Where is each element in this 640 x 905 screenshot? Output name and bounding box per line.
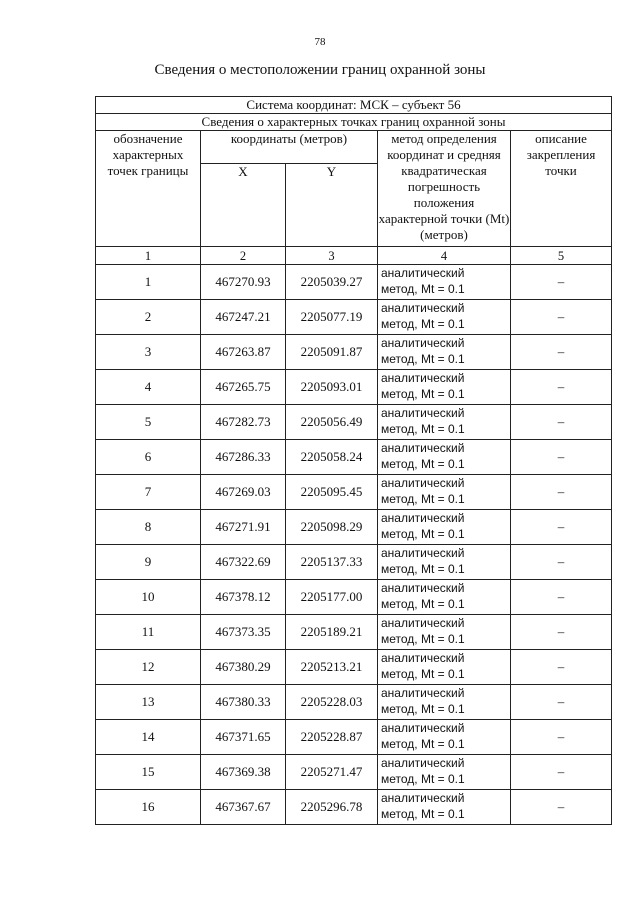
y-coordinate-cell: 2205177.00 [286, 580, 378, 615]
y-coordinate-cell: 2205093.01 [286, 370, 378, 405]
method-line-2: метод, Mt = 0.1 [381, 527, 465, 541]
x-coordinate-cell: 467271.91 [201, 510, 286, 545]
table-row [96, 755, 612, 790]
method-line-1: аналитический [381, 406, 465, 420]
method-line-2: метод, Mt = 0.1 [381, 422, 465, 436]
method-cell [378, 685, 511, 720]
description-cell: – [511, 370, 612, 405]
header-method: метод определения координат и средняя квадратическая погрешность положения характерной точки (Mt) (метров) [378, 131, 511, 247]
point-number-cell: 15 [96, 755, 201, 790]
point-number-cell: 16 [96, 790, 201, 825]
method-line-1: аналитический [381, 651, 465, 665]
header-row-1 [96, 131, 612, 164]
column-number: 4 [378, 247, 511, 265]
y-coordinate-cell: 2205189.21 [286, 615, 378, 650]
point-number-cell: 11 [96, 615, 201, 650]
y-coordinate-cell: 2205271.47 [286, 755, 378, 790]
description-cell: – [511, 475, 612, 510]
description-cell: – [511, 790, 612, 825]
x-coordinate-cell: 467263.87 [201, 335, 286, 370]
method-line-2: метод, Mt = 0.1 [381, 632, 465, 646]
x-coordinate-cell: 467269.03 [201, 475, 286, 510]
x-coordinate-cell: 467378.12 [201, 580, 286, 615]
y-coordinate-cell: 2205228.03 [286, 685, 378, 720]
method-line-1: аналитический [381, 756, 465, 770]
y-coordinate-cell: 2205077.19 [286, 300, 378, 335]
column-number: 1 [96, 247, 201, 265]
method-line-1: аналитический [381, 336, 465, 350]
table-row [96, 300, 612, 335]
boundary-points-table [95, 96, 612, 825]
description-cell: – [511, 265, 612, 300]
description-cell: – [511, 720, 612, 755]
method-line-2: метод, Mt = 0.1 [381, 597, 465, 611]
x-coordinate-cell: 467380.33 [201, 685, 286, 720]
description-cell: – [511, 615, 612, 650]
method-line-2: метод, Mt = 0.1 [381, 807, 465, 821]
method-line-2: метод, Mt = 0.1 [381, 317, 465, 331]
x-coordinate-cell: 467247.21 [201, 300, 286, 335]
y-coordinate-cell: 2205137.33 [286, 545, 378, 580]
method-line-2: метод, Mt = 0.1 [381, 772, 465, 786]
point-number-cell: 3 [96, 335, 201, 370]
table-row [96, 650, 612, 685]
y-coordinate-cell: 2205098.29 [286, 510, 378, 545]
table-row [96, 370, 612, 405]
header-x: X [201, 164, 286, 247]
method-line-1: аналитический [381, 476, 465, 490]
point-number-cell: 5 [96, 405, 201, 440]
point-number-cell: 14 [96, 720, 201, 755]
point-number-cell: 8 [96, 510, 201, 545]
method-line-1: аналитический [381, 616, 465, 630]
page-number: 78 [314, 36, 326, 48]
x-coordinate-cell: 467265.75 [201, 370, 286, 405]
table-row [96, 580, 612, 615]
header-y: Y [286, 164, 378, 247]
method-cell [378, 440, 511, 475]
table-row [96, 685, 612, 720]
table-row [96, 790, 612, 825]
point-number-cell: 12 [96, 650, 201, 685]
method-line-1: аналитический [381, 266, 465, 280]
x-coordinate-cell: 467270.93 [201, 265, 286, 300]
description-cell: – [511, 545, 612, 580]
description-cell: – [511, 300, 612, 335]
y-coordinate-cell: 2205095.45 [286, 475, 378, 510]
method-line-1: аналитический [381, 791, 465, 805]
table-row [96, 440, 612, 475]
method-cell [378, 370, 511, 405]
description-cell: – [511, 685, 612, 720]
point-number-cell: 7 [96, 475, 201, 510]
y-coordinate-cell: 2205091.87 [286, 335, 378, 370]
table-row [96, 475, 612, 510]
method-line-2: метод, Mt = 0.1 [381, 702, 465, 716]
x-coordinate-cell: 467373.35 [201, 615, 286, 650]
y-coordinate-cell: 2205213.21 [286, 650, 378, 685]
table-body [96, 97, 612, 825]
method-cell [378, 300, 511, 335]
page-title: Сведения о местоположении границ охранной зоны [154, 62, 486, 78]
description-cell: – [511, 440, 612, 475]
description-cell: – [511, 755, 612, 790]
description-cell: – [511, 580, 612, 615]
method-line-1: аналитический [381, 371, 465, 385]
method-line-2: метод, Mt = 0.1 [381, 492, 465, 506]
method-cell [378, 790, 511, 825]
column-number: 2 [201, 247, 286, 265]
method-line-1: аналитический [381, 441, 465, 455]
method-line-2: метод, Mt = 0.1 [381, 387, 465, 401]
subtitle-row [96, 114, 612, 131]
method-line-2: метод, Mt = 0.1 [381, 562, 465, 576]
method-line-1: аналитический [381, 301, 465, 315]
table-row [96, 720, 612, 755]
table-row [96, 510, 612, 545]
method-cell [378, 545, 511, 580]
x-coordinate-cell: 467282.73 [201, 405, 286, 440]
header-description: описание закрепления точки [511, 131, 612, 247]
method-line-2: метод, Mt = 0.1 [381, 457, 465, 471]
point-number-cell: 9 [96, 545, 201, 580]
system-row [96, 97, 612, 114]
y-coordinate-cell: 2205228.87 [286, 720, 378, 755]
description-cell: – [511, 405, 612, 440]
x-coordinate-cell: 467322.69 [201, 545, 286, 580]
description-cell: – [511, 510, 612, 545]
method-cell [378, 615, 511, 650]
x-coordinate-cell: 467286.33 [201, 440, 286, 475]
y-coordinate-cell: 2205056.49 [286, 405, 378, 440]
method-cell [378, 510, 511, 545]
method-line-1: аналитический [381, 511, 465, 525]
point-number-cell: 13 [96, 685, 201, 720]
method-cell [378, 720, 511, 755]
method-cell [378, 475, 511, 510]
method-cell [378, 580, 511, 615]
y-coordinate-cell: 2205296.78 [286, 790, 378, 825]
method-line-2: метод, Mt = 0.1 [381, 667, 465, 681]
point-number-cell: 6 [96, 440, 201, 475]
method-line-2: метод, Mt = 0.1 [381, 737, 465, 751]
method-line-1: аналитический [381, 721, 465, 735]
description-cell: – [511, 650, 612, 685]
header-designation: обозначение характерных точек границы [96, 131, 201, 247]
method-line-2: метод, Mt = 0.1 [381, 282, 465, 296]
y-coordinate-cell: 2205058.24 [286, 440, 378, 475]
method-cell [378, 755, 511, 790]
x-coordinate-cell: 467367.67 [201, 790, 286, 825]
header-coordinates: координаты (метров) [201, 131, 378, 164]
y-coordinate-cell: 2205039.27 [286, 265, 378, 300]
method-cell [378, 405, 511, 440]
table-subtitle-cell: Сведения о характерных точках границ охранной зоны [96, 114, 612, 131]
table-row [96, 405, 612, 440]
x-coordinate-cell: 467380.29 [201, 650, 286, 685]
point-number-cell: 10 [96, 580, 201, 615]
point-number-cell: 2 [96, 300, 201, 335]
method-line-1: аналитический [381, 686, 465, 700]
point-number-cell: 1 [96, 265, 201, 300]
column-number: 3 [286, 247, 378, 265]
description-cell: – [511, 335, 612, 370]
x-coordinate-cell: 467371.65 [201, 720, 286, 755]
column-number: 5 [511, 247, 612, 265]
table-row [96, 265, 612, 300]
coordinate-system-cell: Система координат: МСК – субъект 56 [96, 97, 612, 114]
method-line-1: аналитический [381, 581, 465, 595]
method-line-1: аналитический [381, 546, 465, 560]
method-cell [378, 335, 511, 370]
x-coordinate-cell: 467369.38 [201, 755, 286, 790]
method-cell [378, 650, 511, 685]
table-row [96, 335, 612, 370]
table-row [96, 615, 612, 650]
point-number-cell: 4 [96, 370, 201, 405]
table-row [96, 545, 612, 580]
method-line-2: метод, Mt = 0.1 [381, 352, 465, 366]
column-numbers-row [96, 247, 612, 265]
method-cell [378, 265, 511, 300]
